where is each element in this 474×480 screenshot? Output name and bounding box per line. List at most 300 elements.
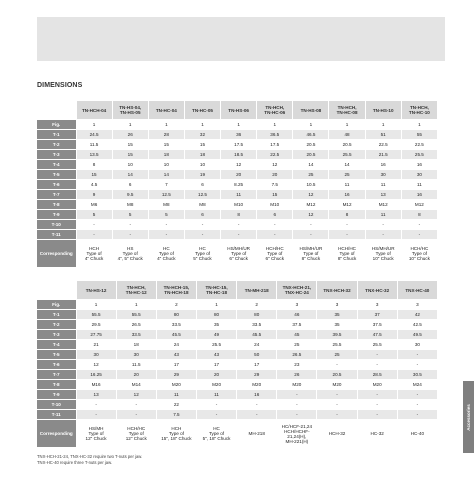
table-cell: 1 bbox=[184, 120, 220, 130]
corresponding-cell: HC-40 bbox=[397, 420, 437, 448]
table-cell: 1 bbox=[116, 300, 156, 310]
table-cell: 2 bbox=[156, 300, 196, 310]
table-cell: 7 bbox=[148, 180, 184, 190]
table-cell: - bbox=[184, 230, 220, 240]
table-cell: 15 bbox=[257, 190, 293, 200]
row-label: T-6 bbox=[37, 180, 76, 190]
row-label: T-9 bbox=[37, 210, 76, 220]
table-cell: 39.5 bbox=[317, 330, 357, 340]
table-cell: M8 bbox=[184, 200, 220, 210]
table-cell: 7.5 bbox=[156, 410, 196, 420]
table-cell: - bbox=[221, 220, 257, 230]
row-label: T-6 bbox=[37, 360, 76, 370]
table-cell: 25 bbox=[317, 350, 357, 360]
table-cell: 11.5 bbox=[116, 360, 156, 370]
table-cell: 24 bbox=[237, 340, 277, 350]
table-cell: 15 bbox=[184, 140, 220, 150]
table-cell: 30 bbox=[365, 170, 401, 180]
table-cell: - bbox=[196, 400, 236, 410]
table-cell: 35 bbox=[317, 310, 357, 320]
table-cell: 15 bbox=[148, 140, 184, 150]
table-cell: 80 bbox=[156, 310, 196, 320]
table-cell: 37.5 bbox=[357, 320, 397, 330]
column-header: TN-HCH-04 bbox=[76, 101, 112, 120]
corresponding-cell: HS Type of 4", 5" Chuck bbox=[112, 240, 148, 268]
table-row bbox=[37, 190, 438, 200]
table-cell: 30.5 bbox=[397, 370, 437, 380]
corresponding-label: Corresponding bbox=[37, 240, 76, 268]
table-cell: - bbox=[397, 400, 437, 410]
table-cell: 1 bbox=[293, 120, 329, 130]
table-cell: - bbox=[293, 220, 329, 230]
column-header: TN-HC-15, TN-HC-18 bbox=[196, 281, 236, 300]
corresponding-cell: MH-218 bbox=[237, 420, 277, 448]
table-row bbox=[37, 400, 438, 410]
table-cell: 12 bbox=[293, 190, 329, 200]
table-cell: - bbox=[317, 410, 357, 420]
table-cell: 25.5 bbox=[401, 150, 437, 160]
table-cell: 18 bbox=[116, 340, 156, 350]
table-cell: 80 bbox=[237, 310, 277, 320]
table-row bbox=[37, 170, 438, 180]
footnotes bbox=[37, 454, 142, 466]
table-row bbox=[37, 330, 438, 340]
corresponding-cell: HCH/HC Type of 10" Chuck bbox=[401, 240, 437, 268]
corresponding-cell: HS/MH/UR Type of 6" Chuck bbox=[221, 240, 257, 268]
table-cell: - bbox=[397, 350, 437, 360]
table-cell: 12.5 bbox=[148, 190, 184, 200]
table-cell: 48 bbox=[329, 130, 365, 140]
table-cell: 20 bbox=[257, 170, 293, 180]
column-header: TNX-HCH-21, TNX-HC-24 bbox=[277, 281, 317, 300]
table-cell: 11 bbox=[221, 190, 257, 200]
side-tab-label: Accessories bbox=[466, 403, 471, 431]
table-cell: M16 bbox=[76, 380, 116, 390]
corresponding-cell: HC/HCF-21,24 HCH/HCHF- 21,24(H), MH-221(H) bbox=[277, 420, 317, 448]
table-cell: - bbox=[184, 220, 220, 230]
table-cell: 43 bbox=[156, 350, 196, 360]
table-row bbox=[37, 120, 438, 130]
table-cell: M20 bbox=[317, 380, 357, 390]
table-cell: 55 bbox=[401, 130, 437, 140]
row-label: T-2 bbox=[37, 140, 76, 150]
table-row bbox=[37, 360, 438, 370]
row-label: T-3 bbox=[37, 150, 76, 160]
table-cell: M20 bbox=[156, 380, 196, 390]
table-cell: 51 bbox=[365, 130, 401, 140]
table-cell: 16 bbox=[365, 160, 401, 170]
corresponding-label: Corresponding bbox=[37, 420, 76, 448]
row-label: T-7 bbox=[37, 190, 76, 200]
table-cell: 36.5 bbox=[257, 130, 293, 140]
table-cell: - bbox=[221, 230, 257, 240]
row-label: Fig. bbox=[37, 300, 76, 310]
table-cell: 46 bbox=[277, 310, 317, 320]
table-cell: 1 bbox=[196, 300, 236, 310]
table-row bbox=[37, 150, 438, 160]
table-cell: M10 bbox=[257, 200, 293, 210]
table-cell: 29 bbox=[237, 370, 277, 380]
table-cell: 55.5 bbox=[76, 310, 116, 320]
table-cell: 25.5 bbox=[357, 340, 397, 350]
table-cell: M20 bbox=[357, 380, 397, 390]
table-cell: M8 bbox=[112, 200, 148, 210]
table-cell: 21.5 bbox=[365, 150, 401, 160]
footnote: TNX-HCH-21-24, TNX-HC-32 require two T-nuts per jaw. bbox=[37, 454, 143, 459]
table-row bbox=[37, 350, 438, 360]
table-cell: 42 bbox=[397, 310, 437, 320]
table-cell: 28.5 bbox=[357, 370, 397, 380]
table-cell: 16 bbox=[237, 390, 277, 400]
table-cell: 37 bbox=[357, 310, 397, 320]
table-row bbox=[37, 320, 438, 330]
row-label: T-10 bbox=[37, 220, 76, 230]
table-cell: 20 bbox=[116, 370, 156, 380]
table-cell: 13 bbox=[76, 390, 116, 400]
table-cell: 17 bbox=[156, 360, 196, 370]
table-cell: M12 bbox=[401, 200, 437, 210]
header-row bbox=[37, 281, 438, 300]
table-cell: 30 bbox=[76, 350, 116, 360]
table-cell: 18 bbox=[184, 150, 220, 160]
table-cell: 1 bbox=[76, 300, 116, 310]
table-cell: 16 bbox=[401, 160, 437, 170]
table-cell: 10 bbox=[184, 160, 220, 170]
table-cell: M6 bbox=[76, 200, 112, 210]
table-cell: 50 bbox=[237, 350, 277, 360]
table-cell: - bbox=[196, 410, 236, 420]
table-cell: - bbox=[365, 230, 401, 240]
table-cell: 16 bbox=[401, 190, 437, 200]
table-cell: - bbox=[76, 230, 112, 240]
table-row bbox=[37, 230, 438, 240]
table-row bbox=[37, 340, 438, 350]
table-cell: 11 bbox=[365, 210, 401, 220]
table-cell: 1 bbox=[257, 120, 293, 130]
table-cell: 46.5 bbox=[293, 130, 329, 140]
column-header: TN-HCH, TN-HC-12 bbox=[116, 281, 156, 300]
table-cell: 12 bbox=[257, 160, 293, 170]
column-header: TN-HCH, TN-HC-06 bbox=[257, 101, 293, 120]
table-row bbox=[37, 220, 438, 230]
table-cell: 1 bbox=[112, 120, 148, 130]
corresponding-row bbox=[37, 420, 438, 448]
table-cell: 8 bbox=[221, 210, 257, 220]
table-cell: 33.5 bbox=[156, 320, 196, 330]
table-row bbox=[37, 140, 438, 150]
table-cell: M14 bbox=[116, 380, 156, 390]
row-label: T-8 bbox=[37, 200, 76, 210]
table-cell: 15 bbox=[112, 150, 148, 160]
corresponding-cell: HS/MH Type of 12" Chuck bbox=[76, 420, 116, 448]
table-cell: - bbox=[317, 390, 357, 400]
table-cell: 11.5 bbox=[76, 140, 112, 150]
table-row bbox=[37, 380, 438, 390]
table-cell: 10.5 bbox=[293, 180, 329, 190]
table-cell: - bbox=[293, 230, 329, 240]
table-cell: 35 bbox=[196, 320, 236, 330]
row-label: T-11 bbox=[37, 410, 76, 420]
table-cell: 5 bbox=[148, 210, 184, 220]
table-row bbox=[37, 310, 438, 320]
table-cell: 19 bbox=[184, 170, 220, 180]
column-header: TN-HCH-15, TN-HCH-18 bbox=[156, 281, 196, 300]
table-cell: - bbox=[329, 230, 365, 240]
corresponding-cell: HCH/HC Type of 12" Chuck bbox=[116, 420, 156, 448]
table-cell: 2 bbox=[237, 300, 277, 310]
table-cell: 17.5 bbox=[257, 140, 293, 150]
table-cell: 11 bbox=[329, 180, 365, 190]
table-cell: 14 bbox=[148, 170, 184, 180]
column-header: TN-HCH, TN-HC-08 bbox=[329, 101, 365, 120]
column-header: TN-HS-10 bbox=[365, 101, 401, 120]
table-cell: 10 bbox=[148, 160, 184, 170]
table-cell: 43 bbox=[196, 350, 236, 360]
table-cell: - bbox=[148, 230, 184, 240]
table-cell: M12 bbox=[293, 200, 329, 210]
table-cell: M8 bbox=[148, 200, 184, 210]
table-cell: 11 bbox=[365, 180, 401, 190]
table-cell: 80 bbox=[196, 310, 236, 320]
table-cell: 30 bbox=[401, 170, 437, 180]
table-cell: 15 bbox=[76, 170, 112, 180]
table-cell: 33.5 bbox=[237, 320, 277, 330]
table-cell: 25 bbox=[277, 340, 317, 350]
table-row bbox=[37, 180, 438, 190]
table-cell: 6 bbox=[184, 210, 220, 220]
row-label: T-9 bbox=[37, 390, 76, 400]
table-cell: 22.5 bbox=[401, 140, 437, 150]
table-cell: - bbox=[257, 230, 293, 240]
table-cell: 20.5 bbox=[293, 150, 329, 160]
table-cell: 25.5 bbox=[329, 150, 365, 160]
table-cell: 30 bbox=[116, 350, 156, 360]
corner-cell bbox=[37, 281, 76, 300]
footnote: TNX-HC-40 require three T-nuts per jaw. bbox=[37, 460, 113, 465]
corresponding-cell: HC Type of 5" Chuck bbox=[184, 240, 220, 268]
table-cell: - bbox=[76, 400, 116, 410]
table-cell: - bbox=[277, 390, 317, 400]
table-cell: - bbox=[401, 230, 437, 240]
table-cell: - bbox=[237, 410, 277, 420]
header-banner bbox=[37, 17, 445, 61]
corresponding-cell: HCH Type of 15", 18" Chuck bbox=[156, 420, 196, 448]
table-cell: 29 bbox=[156, 370, 196, 380]
corresponding-cell: HCH/HC Type of 8" Chuck bbox=[329, 240, 365, 268]
table-cell: 32 bbox=[184, 130, 220, 140]
table-cell: - bbox=[112, 230, 148, 240]
corner-cell bbox=[37, 101, 76, 120]
row-label: T-7 bbox=[37, 370, 76, 380]
table-cell: 25 bbox=[293, 170, 329, 180]
row-label: T-4 bbox=[37, 160, 76, 170]
table-cell: - bbox=[401, 220, 437, 230]
column-header: TN-MH-218 bbox=[237, 281, 277, 300]
row-label: T-2 bbox=[37, 320, 76, 330]
column-header: TN-HS-04, TN-HS-05 bbox=[112, 101, 148, 120]
corresponding-cell: HS/MH/UR Type of 8" Chuck bbox=[293, 240, 329, 268]
accessories-side-tab[interactable] bbox=[463, 381, 474, 453]
table-cell: - bbox=[397, 410, 437, 420]
table-cell: - bbox=[237, 400, 277, 410]
row-label: T-4 bbox=[37, 340, 76, 350]
table-cell: - bbox=[357, 390, 397, 400]
corresponding-cell: HC Type of 5", 18" Chuck bbox=[196, 420, 236, 448]
column-header: TN-HS-12 bbox=[76, 281, 116, 300]
table-cell: 22.5 bbox=[257, 150, 293, 160]
table-cell: 12 bbox=[221, 160, 257, 170]
table-cell: 18 bbox=[148, 150, 184, 160]
table-cell: 13 bbox=[365, 190, 401, 200]
table-cell: 11 bbox=[156, 390, 196, 400]
corresponding-cell: HS/MH/UR Type of 10" Chuck bbox=[365, 240, 401, 268]
table-cell: 7.5 bbox=[257, 180, 293, 190]
table-cell: 8 bbox=[329, 210, 365, 220]
table-cell: 26 bbox=[277, 370, 317, 380]
row-label: T-1 bbox=[37, 130, 76, 140]
table-cell: 6 bbox=[184, 180, 220, 190]
table-row bbox=[37, 200, 438, 210]
table-cell: 1 bbox=[329, 120, 365, 130]
table-cell: - bbox=[257, 220, 293, 230]
column-header: TNX-HC-32 bbox=[357, 281, 397, 300]
table-cell: 11 bbox=[196, 390, 236, 400]
table-row bbox=[37, 130, 438, 140]
table-row bbox=[37, 160, 438, 170]
table-cell: 17.5 bbox=[221, 140, 257, 150]
row-label: T-11 bbox=[37, 230, 76, 240]
table-cell: M20 bbox=[277, 380, 317, 390]
table-cell: - bbox=[277, 410, 317, 420]
table-cell: 20.5 bbox=[293, 140, 329, 150]
table-cell: 35 bbox=[317, 320, 357, 330]
table-row bbox=[37, 210, 438, 220]
table-cell: 24.5 bbox=[76, 130, 112, 140]
table-cell: 20 bbox=[196, 370, 236, 380]
row-label: T-10 bbox=[37, 400, 76, 410]
row-label: T-5 bbox=[37, 170, 76, 180]
table-row bbox=[37, 410, 438, 420]
corresponding-cell: HCH/HC Type of 6" Chuck bbox=[257, 240, 293, 268]
table-cell: - bbox=[148, 220, 184, 230]
table-cell: 42.5 bbox=[397, 320, 437, 330]
table-cell: - bbox=[397, 390, 437, 400]
column-header: TN-HS-08 bbox=[293, 101, 329, 120]
table-cell: 11 bbox=[401, 180, 437, 190]
dimensions-table-2 bbox=[37, 281, 438, 448]
table-cell: 20 bbox=[221, 170, 257, 180]
table-cell: 3 bbox=[317, 300, 357, 310]
table-cell: 28 bbox=[148, 130, 184, 140]
table-cell: 25 bbox=[329, 170, 365, 180]
table-cell: 20.5 bbox=[329, 140, 365, 150]
table-cell: 49 bbox=[196, 330, 236, 340]
table-cell: - bbox=[357, 410, 397, 420]
table-cell: 9 bbox=[76, 190, 112, 200]
table-cell: - bbox=[76, 410, 116, 420]
table-cell: 3 bbox=[277, 300, 317, 310]
table-row bbox=[37, 300, 438, 310]
column-header: TN-HC-05 bbox=[184, 101, 220, 120]
table-cell: 1 bbox=[365, 120, 401, 130]
column-header: TN-HCH, TN-HC-10 bbox=[401, 101, 437, 120]
table-cell: - bbox=[116, 400, 156, 410]
table-cell: 4.5 bbox=[76, 180, 112, 190]
table-cell: - bbox=[357, 400, 397, 410]
table-cell: - bbox=[397, 360, 437, 370]
table-cell: 15 bbox=[112, 140, 148, 150]
table-cell: - bbox=[112, 220, 148, 230]
table-cell: 33.5 bbox=[116, 330, 156, 340]
table-cell: M24 bbox=[397, 380, 437, 390]
corresponding-row bbox=[37, 240, 438, 268]
table-cell: M20 bbox=[196, 380, 236, 390]
table-cell: - bbox=[277, 400, 317, 410]
table-cell: 8 bbox=[401, 210, 437, 220]
corresponding-cell: HC Type of 4" Chuck bbox=[148, 240, 184, 268]
dimensions-table-1 bbox=[37, 101, 438, 268]
table-cell: 14 bbox=[112, 170, 148, 180]
row-label: T-8 bbox=[37, 380, 76, 390]
table-cell: 47.5 bbox=[357, 330, 397, 340]
table-cell: 14 bbox=[293, 160, 329, 170]
section-heading: DIMENSIONS bbox=[37, 82, 83, 89]
table-cell: 26.5 bbox=[116, 320, 156, 330]
table-cell: 12 bbox=[293, 210, 329, 220]
table-cell: 17 bbox=[237, 360, 277, 370]
corresponding-cell: HCH-32 bbox=[317, 420, 357, 448]
header-row bbox=[37, 101, 438, 120]
table-row bbox=[37, 370, 438, 380]
table-cell: 49.5 bbox=[397, 330, 437, 340]
table-cell: 36 bbox=[221, 130, 257, 140]
table-cell: 21 bbox=[76, 340, 116, 350]
table-cell: 45.5 bbox=[156, 330, 196, 340]
table-cell: - bbox=[329, 220, 365, 230]
table-cell: - bbox=[317, 400, 357, 410]
table-cell: M12 bbox=[329, 200, 365, 210]
table-cell: 5 bbox=[76, 210, 112, 220]
table-cell: - bbox=[116, 410, 156, 420]
table-cell: 22 bbox=[156, 400, 196, 410]
table-cell: 20.5 bbox=[317, 370, 357, 380]
table-cell: 3 bbox=[397, 300, 437, 310]
row-label: T-1 bbox=[37, 310, 76, 320]
table-cell: 6 bbox=[257, 210, 293, 220]
row-label: T-3 bbox=[37, 330, 76, 340]
table-cell: 14 bbox=[329, 160, 365, 170]
column-header: TNX-HC-40 bbox=[397, 281, 437, 300]
table-cell: 12 bbox=[76, 360, 116, 370]
table-cell: 1 bbox=[148, 120, 184, 130]
table-cell: 1 bbox=[401, 120, 437, 130]
table-cell: M10 bbox=[221, 200, 257, 210]
table-cell: 3 bbox=[357, 300, 397, 310]
corresponding-cell: HC-32 bbox=[357, 420, 397, 448]
table-cell: 27.75 bbox=[76, 330, 116, 340]
table-cell: 25.5 bbox=[317, 340, 357, 350]
table-cell: - bbox=[365, 220, 401, 230]
table-cell: 23 bbox=[277, 360, 317, 370]
table-cell: M20 bbox=[237, 380, 277, 390]
table-cell: M12 bbox=[365, 200, 401, 210]
table-cell: 8 bbox=[76, 160, 112, 170]
table-cell: 16.25 bbox=[76, 370, 116, 380]
table-cell: 9.5 bbox=[112, 190, 148, 200]
table-cell: 45 bbox=[277, 330, 317, 340]
table-cell: 12 bbox=[116, 390, 156, 400]
table-cell: 17 bbox=[196, 360, 236, 370]
